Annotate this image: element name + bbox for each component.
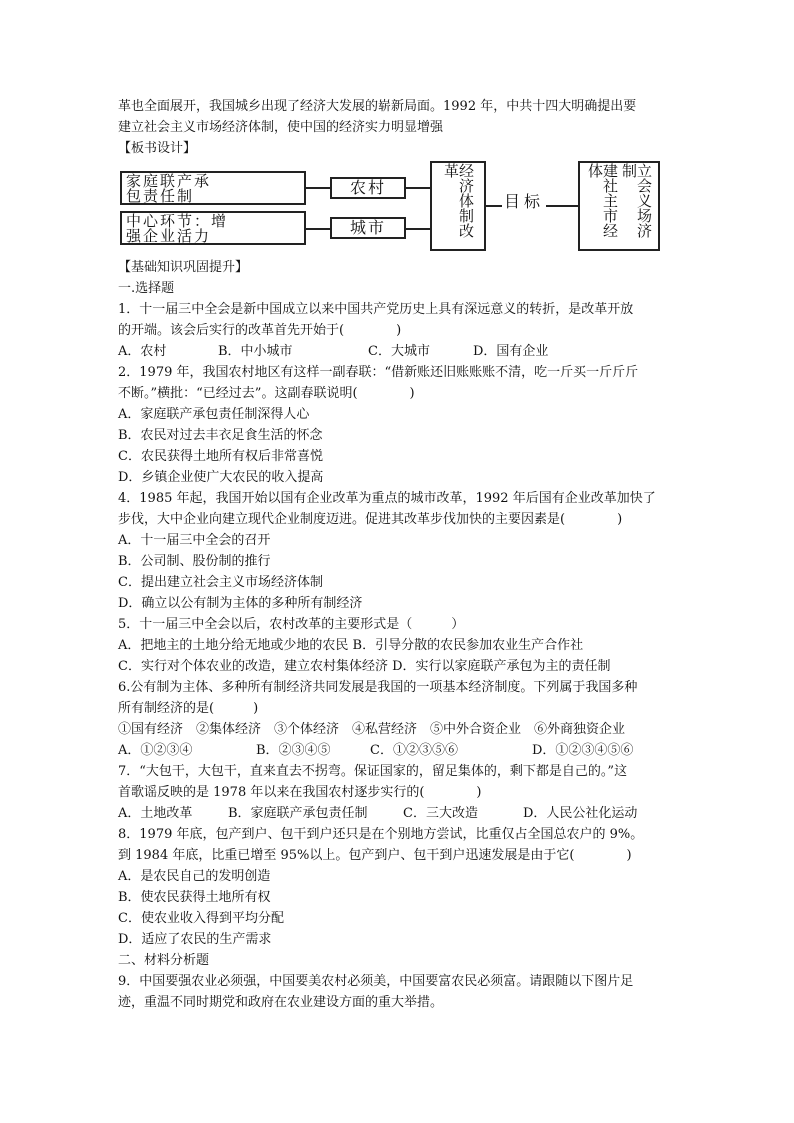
q8-option-c: C．使农业收入得到平均分配 [118,911,284,926]
q2-option-a: A．家庭联产承包责任制深得人心 [118,407,310,422]
q5-stem: 5．十一届三中全会以后，农村改革的主要形式是（ ） [118,617,465,632]
q6-options [118,740,688,761]
box-rural: 农村 [330,177,406,199]
connector-2 [306,228,330,230]
q8-stem-2: 到 1984 年底，比重已增至 95%以上。包产到户、包干到户迅速发展是由于它( ) [118,848,632,863]
board-design-heading: 【板书设计】 [118,141,197,156]
intro-line-2: 建立社会主义市场经济体制，使中国的经济实力明显增强 [118,120,444,135]
q8-option-a: A．是农民自己的发明创造 [118,869,271,884]
connector-1 [306,187,330,189]
q6-option-b: B．②③④⑤ [256,743,331,758]
q7-option-a: A．土地改革 [118,806,193,821]
q7-stem-1: 7．“大包干，大包干，直来直去不拐弯。保证国家的，留足集体的，剩下都是自己的。”这 [118,764,628,779]
intro-line-1: 革也全面展开，我国城乡出现了经济大发展的崭新局面。1992 年，中共十四大明确提出要 [118,99,637,114]
q6-stem-1: 6.公有制为主体、多种所有制经济共同发展是我国的一项基本经济制度。下列属于我国多种 [118,680,638,695]
board-diagram [118,161,688,253]
q2-option-d: D．乡镇企业使广大农民的收入提高 [118,470,324,485]
q7-stem-2: 首歌谣反映的是 1978 年以来在我国农村逐步实行的( ) [118,785,482,800]
q2-option-c: C．农民获得土地所有权后非常喜悦 [118,449,323,464]
q1-stem-1: 1．十一届三中全会是新中国成立以来中国共产党历史上具有深远意义的转折，是改革开放 [118,302,634,317]
material-heading: 二、材料分析题 [118,953,210,968]
goal-label: 目标 [502,189,546,212]
q4-option-b: B．公司制、股份制的推行 [118,554,271,569]
q7-option-c: C．三大改造 [403,806,478,821]
q5-options-ab: A．把地主的土地分给无地或少地的农民 B．引导分散的农民参加农业生产合作社 [118,638,584,653]
q1-option-c: C．大城市 [368,344,430,359]
q7-option-d: D．人民公社化运动 [523,806,638,821]
q5-options-cd: C．实行对个体农业的改造，建立农村集体经济 D．实行以家庭联产承包为主的责任制 [118,659,611,674]
q1-option-d: D．国有企业 [473,344,549,359]
q6-option-d: D．①②③④⑤⑥ [532,743,634,758]
q9-stem-1: 9．中国要强农业必须强，中国要美农村必须美，中国要富农民必须富。请跟随以下图片足 [118,974,634,989]
q9-stem-2: 迹，重温不同时期党和政府在农业建设方面的重大举措。 [118,995,444,1010]
q2-stem-1: 2．1979 年，我国农村地区有这样一副春联：“借新账还旧账账账不清，吃一斤买一斤斤斤 [118,365,639,380]
q4-option-a: A．十一届三中全会的召开 [118,533,271,548]
choice-heading: 一.选择题 [118,281,175,296]
connector-4 [406,228,430,230]
box-urban: 城市 [330,217,406,239]
q4-option-d: D．确立以公有制为主体的多种所有制经济 [118,596,363,611]
q2-option-b: B．农民对过去丰衣足食生活的怀念 [118,428,323,443]
box-enterprise-vitality: 中心环节：增 强企业活力 [120,211,306,245]
q4-option-c: C．提出建立社会主义市场经济体制 [118,575,323,590]
q6-option-a: A．①②③④ [118,743,193,758]
q4-stem-1: 4．1985 年起，我国开始以国有企业改革为重点的城市改革，1992 年后国有企业改革加快了 [118,491,656,506]
q7-options [118,803,688,824]
q7-option-b: B．家庭联产承包责任制 [228,806,368,821]
consolidate-heading: 【基础知识巩固提升】 [118,260,249,275]
document-page [118,96,688,1013]
q1-option-b: B．中小城市 [218,344,293,359]
q6-option-c: C．①②③⑤⑥ [370,743,458,758]
q8-option-b: B．使农民获得土地所有权 [118,890,271,905]
box-market-economy: 建社主市经体 立会义场济制 [578,161,660,251]
q6-stem-2: 所有制经济的是( ) [118,701,259,716]
q1-stem-2: 的开端。该会后实行的改革首先开始于( ) [118,323,402,338]
q8-stem-1: 8．1979 年底，包产到户、包干到户还只是在个别地方尝试，比重仅占全国总农户的 9%。 [118,827,644,842]
q4-stem-2: 步伐，大中企业向建立现代企业制度迈进。促进其改革步伐加快的主要因素是( ) [118,512,623,527]
q1-options [118,341,688,362]
q1-option-a: A．农村 [118,344,167,359]
q8-option-d: D．适应了农民的生产需求 [118,932,272,947]
box-economic-reform: 经济体制改革 [430,161,486,251]
box-household-contract: 家庭联产承 包责任制 [120,171,306,205]
connector-3 [406,187,430,189]
q6-items: ①国有经济 ②集体经济 ③个体经济 ④私营经济 ⑤中外合资企业 ⑥外商独资企业 [118,722,626,737]
q2-stem-2: 不断。”横批：“已经过去”。这副春联说明( ) [118,386,415,401]
